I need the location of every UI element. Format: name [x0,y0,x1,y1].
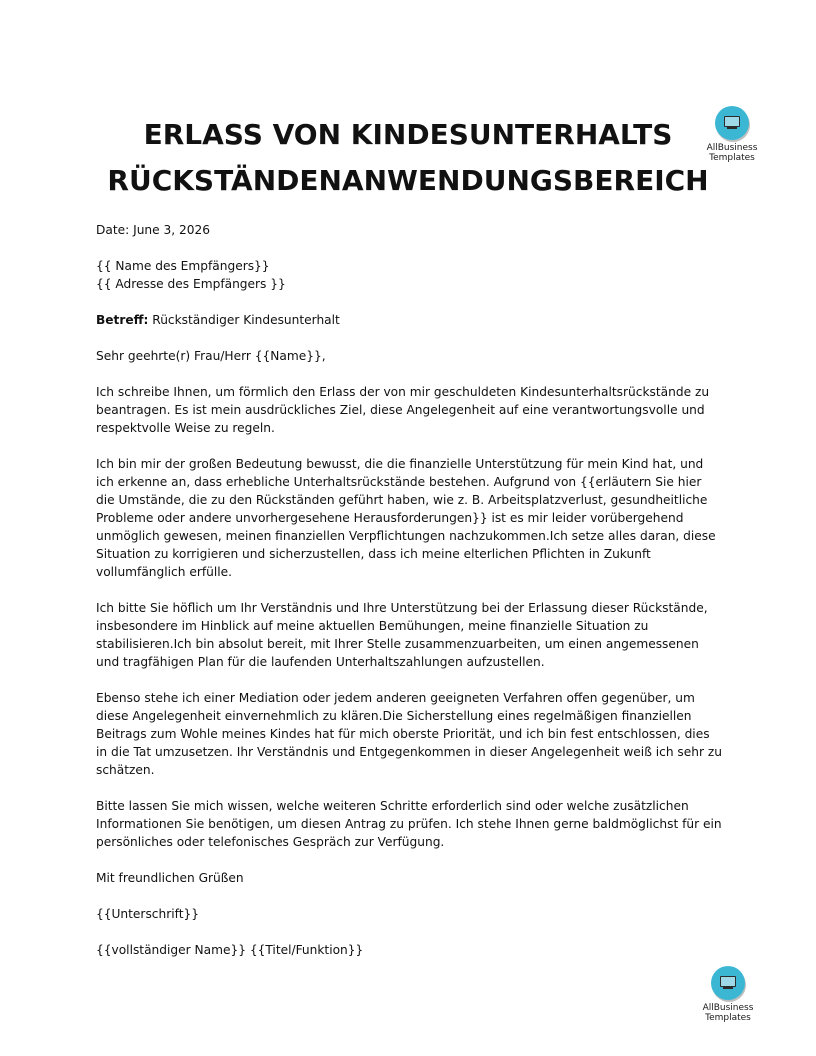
allbusiness-logo-bottom [688,966,768,1023]
title-line-2: RÜCKSTÄNDENANWENDUNGSBEREICH [107,164,709,197]
letter-body [96,221,722,977]
salutation: Sehr geehrte(r) Frau/Herr {{Name}}, [96,349,326,363]
logo-text: AllBusiness Templates [702,1003,754,1023]
signature-placeholder: {{Unterschrift}} [96,907,199,921]
closing: Mit freundlichen Grüßen [96,871,244,885]
subject-label: Betreff: [96,313,149,327]
paragraph-2: Ich bin mir der großen Bedeutung bewusst, die die finanzielle Unterstützung für mein Kind hat, und ich erkenne an, dass erhebliche Unterhaltsrückstände bestehen. Aufgrund von {{erläutern Sie hier die Umstände, die zu den Rückständen geführt haben, wie z. B. Arbeitsplatzverlust, gesundheitliche Probleme oder andere unvorhergesehene Herausforderungen}} ist es mir leider vorübergehend unmöglich gewesen, meinen finanziellen Verpflichtungen nachzukommen.Ich setze alles daran, diese Situation zu korrigieren und sicherzustellen, dass ich meine elterlichen Pflichten in Zukunft vollumfänglich erfülle. [96,457,716,579]
monitor-icon [711,966,745,1000]
recipient-name: {{ Name des Empfängers}} [96,259,270,273]
paragraph-3: Ich bitte Sie höflich um Ihr Verständnis und Ihre Unterstützung bei der Erlassung dieser Rückstände, insbesondere im Hinblick auf meine aktuellen Bemühungen, meine finanzielle Situation zu stabilisieren.Ich bin absolut bereit, mit Ihrer Stelle zusammenzuarbeiten, um einen angemessenen und tragfähigen Plan für die laufenden Unterhaltszahlungen aufzustellen. [96,601,708,669]
monitor-icon [715,106,749,140]
full-name-title: {{vollständiger Name}} {{Titel/Funktion}} [96,943,364,957]
paragraph-4: Ebenso stehe ich einer Mediation oder jedem anderen geeigneten Verfahren offen gegenüber, um diese Angelegenheit einvernehmlich zu klären.Die Sicherstellung eines regelmäßigen finanziellen Beitrags zum Wohle meines Kindes hat für mich oberste Priorität, und ich bin fest entschlossen, dies in die Tat umzusetzen. Ihr Verständnis und Entgegenkommen in dieser Angelegenheit weiß ich sehr zu schätzen. [96,691,723,777]
subject-line [96,311,722,329]
letter-date: Date: June 3, 2026 [96,223,211,237]
paragraph-5: Bitte lassen Sie mich wissen, welche weiteren Schritte erforderlich sind oder welche zusätzlichen Informationen Sie benötigen, um diesen Antrag zu prüfen. Ich stehe Ihnen gerne baldmöglichst für ein persönliches oder telefonisches Gespräch zur Verfügung. [96,799,722,849]
recipient-address: {{ Adresse des Empfängers }} [96,277,286,291]
subject-text: Rückständiger Kindesunterhalt [148,313,340,327]
paragraph-1: Ich schreibe Ihnen, um förmlich den Erlass der von mir geschuldeten Kindesunterhaltsrückstände zu beantragen. Es ist mein ausdrückliches Ziel, diese Angelegenheit auf eine verantwortungsvolle und respektvolle Weise zu regeln. [96,385,710,435]
logo-text: AllBusiness Templates [706,143,758,163]
title-line-1: ERLASS VON KINDESUNTERHALTS [143,118,673,151]
document-title [100,112,716,204]
